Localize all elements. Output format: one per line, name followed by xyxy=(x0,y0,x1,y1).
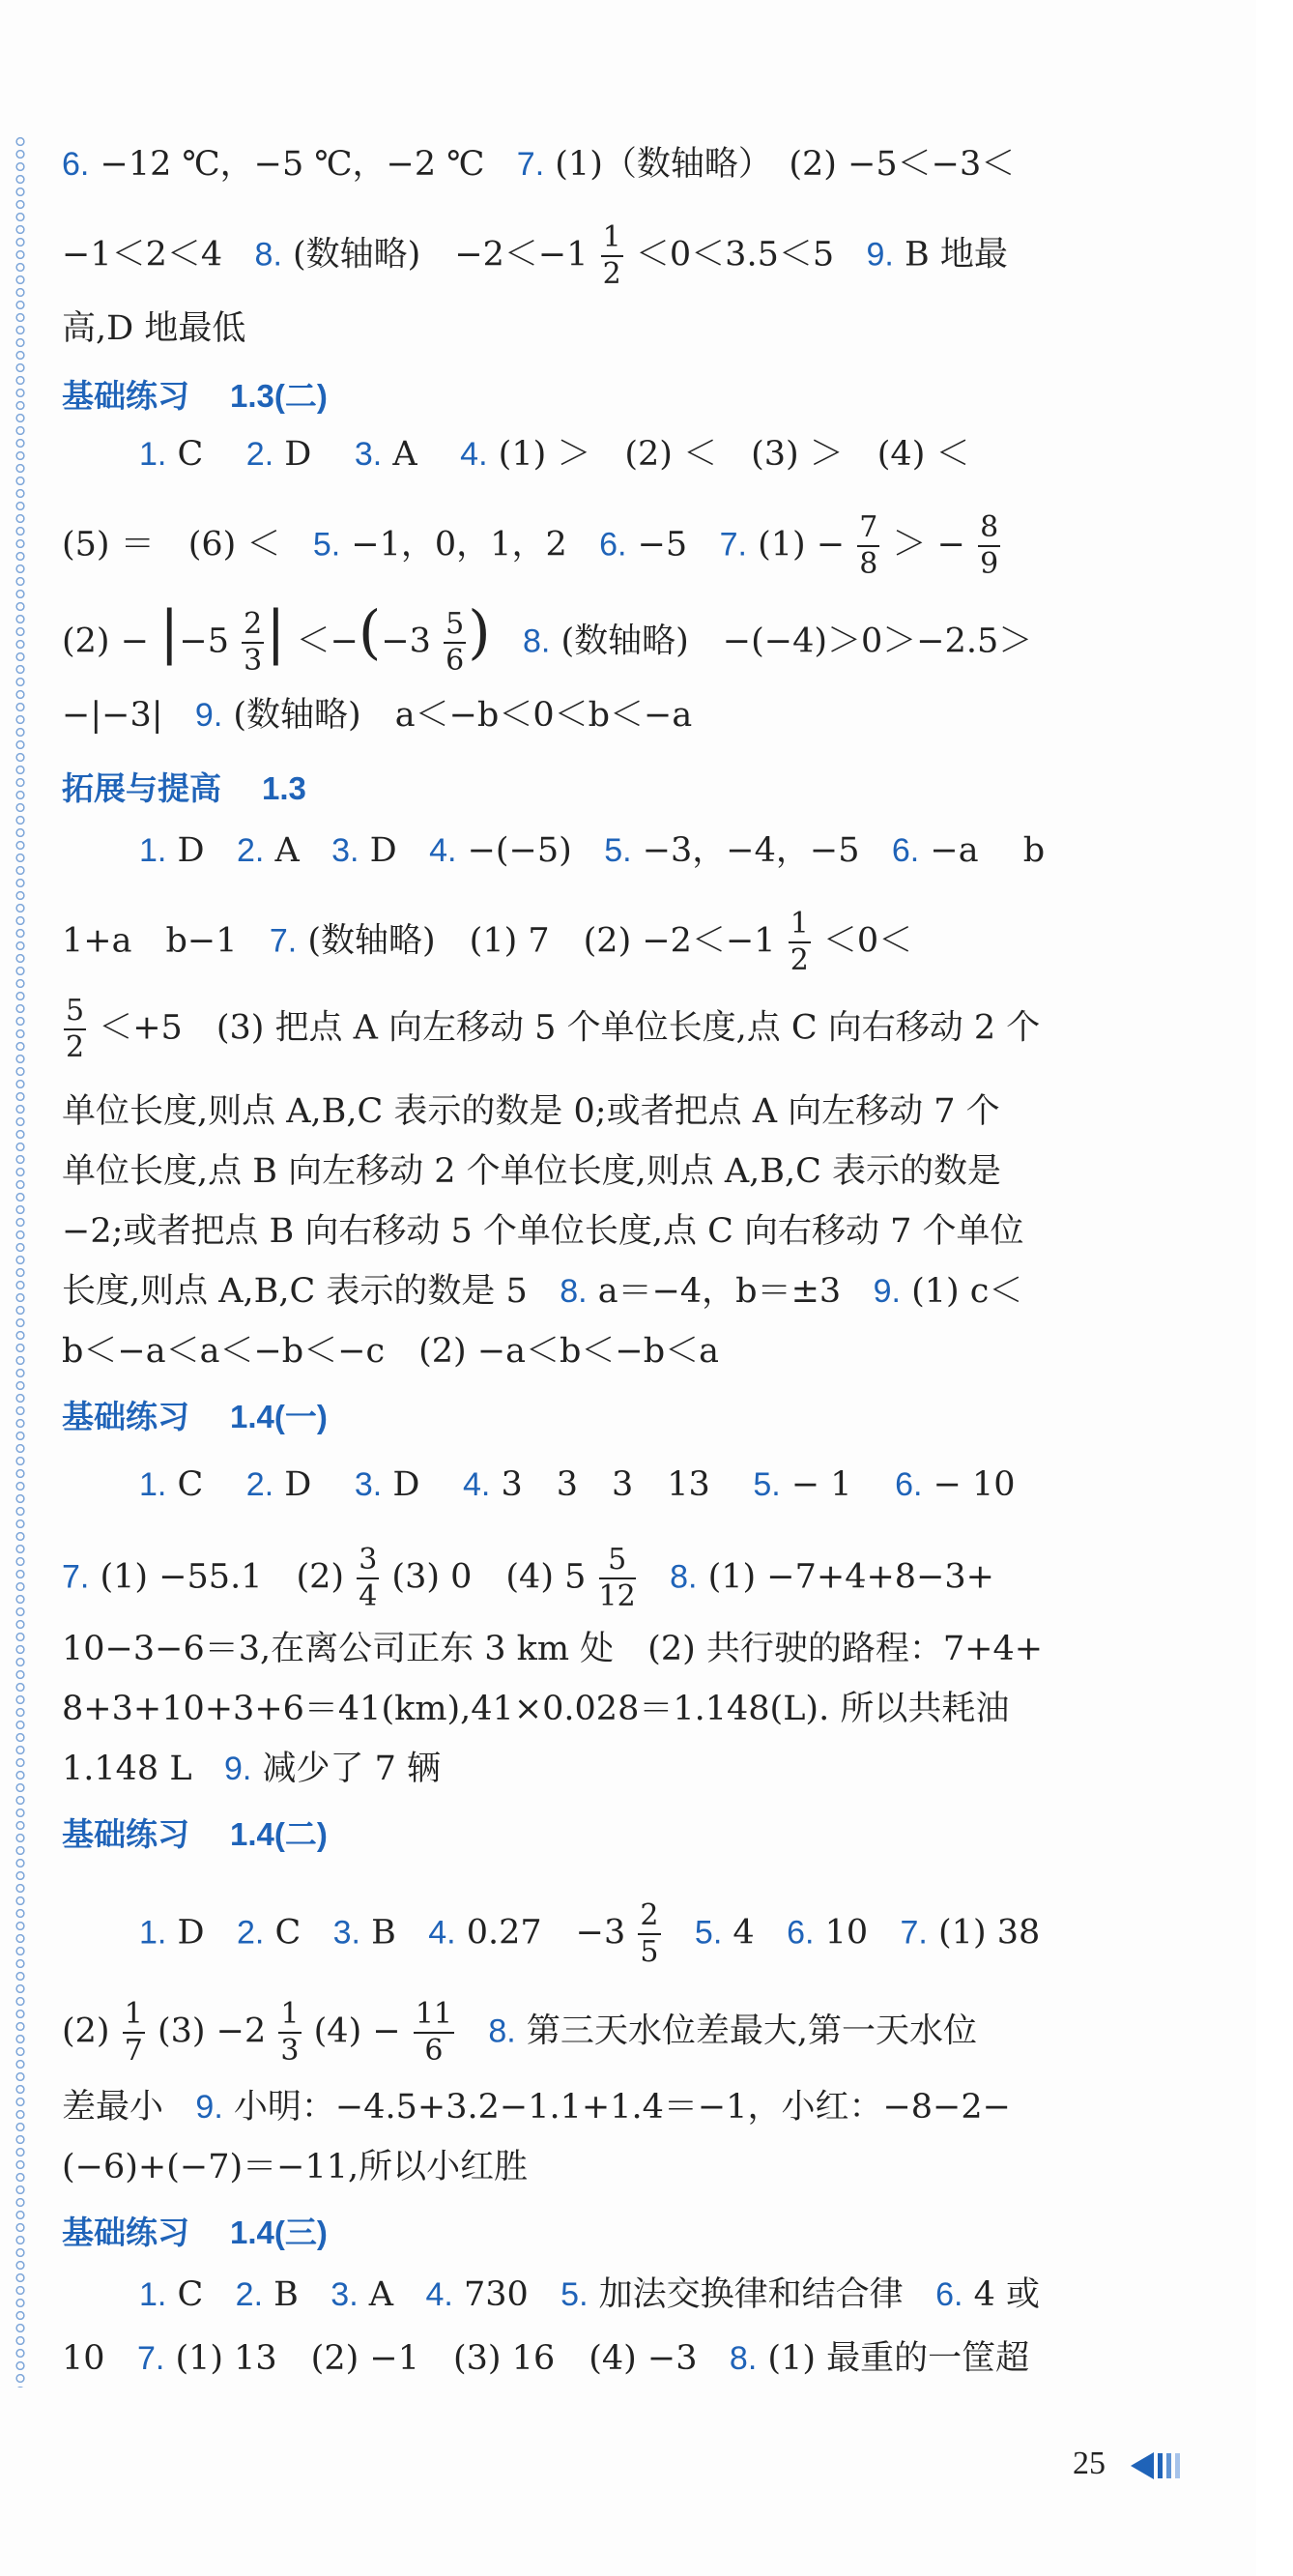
answer-text: (1) 最重的一筐超 xyxy=(767,2339,1030,2378)
question-number: 4. xyxy=(462,1466,491,1503)
question-number: 6. xyxy=(891,832,920,869)
answer-text: ＜0＜ xyxy=(822,921,913,961)
answer-text: 第三天水位差最大,第一天水位 xyxy=(526,2012,978,2051)
answer-text: −5 xyxy=(179,622,229,661)
answer-text: D xyxy=(369,831,397,870)
section-heading: 基础练习 1.4(二) xyxy=(62,1815,328,1853)
section-heading: 拓展与提高 1.3 xyxy=(62,769,306,807)
question-number: 2. xyxy=(235,2276,264,2313)
answer-text: (数轴略) a＜−b＜0＜b＜−a xyxy=(233,696,693,735)
question-number: 8. xyxy=(560,1273,588,1310)
answer-text: 10−3−6＝3,在离公司正东 3 km 处 (2) 共行驶的路程：7+4+ xyxy=(62,1630,1044,1668)
answer-line xyxy=(62,2337,1029,2380)
answer-text: (1) 38 xyxy=(938,1913,1041,1953)
question-number: 7. xyxy=(269,922,298,960)
fraction: $\frac{1}{2}$ xyxy=(602,220,621,291)
fraction: $\frac{1}{7}$ xyxy=(124,1997,143,2068)
answer-line xyxy=(139,1898,1040,1970)
question-number: 8. xyxy=(670,1558,698,1596)
answer-text: B xyxy=(371,1913,396,1953)
answer-text: C xyxy=(274,1913,302,1953)
answer-line xyxy=(62,220,1008,292)
answer-text: (1) 13 (2) −1 (3) 16 (4) −3 xyxy=(175,2339,698,2378)
fraction: $\frac{7}{8}$ xyxy=(859,510,878,581)
answer-text: (1)（数轴略） (2) −5＜−3＜ xyxy=(555,145,1016,184)
answer-text: ＜− xyxy=(296,622,359,661)
answer-text: −|−3| xyxy=(62,696,163,735)
answer-line xyxy=(62,1330,719,1373)
fraction: $\frac{11}{6}$ xyxy=(415,1997,452,2068)
answer-text: 4 xyxy=(733,1913,755,1953)
answer-line xyxy=(62,1997,977,2069)
answer-text: 小明：−4.5+3.2−1.1+1.4＝−1，小红：−8−2− xyxy=(233,2088,1011,2127)
answer-text: 单位长度,点 B 向左移动 2 个单位长度,则点 A,B,C 表示的数是 xyxy=(62,1152,1002,1191)
question-number: 2. xyxy=(236,1914,265,1952)
answer-text: − 1 xyxy=(790,1465,852,1504)
fraction: $\frac{1}{3}$ xyxy=(280,1997,300,2068)
answer-text: A xyxy=(368,2275,394,2314)
answer-text: B xyxy=(273,2275,299,2314)
section-heading: 基础练习 1.4(一) xyxy=(62,1398,328,1435)
question-number: 4. xyxy=(429,832,457,869)
question-number: 1. xyxy=(139,436,167,473)
fraction: $\frac{5}{6}$ xyxy=(445,607,465,678)
question-number: 7. xyxy=(62,1558,90,1596)
answer-text: D xyxy=(177,1913,205,1953)
answer-line xyxy=(62,143,1015,186)
answer-text: 730 xyxy=(463,2275,529,2314)
answer-text: a＝−4，b＝±3 xyxy=(597,1272,842,1311)
answer-line xyxy=(62,1543,994,1614)
answer-text: 单位长度,则点 A,B,C 表示的数是 0;或者把点 A 向左移动 7 个 xyxy=(62,1092,1000,1131)
answer-line xyxy=(139,433,970,476)
answer-text: (5) ＝ (6) ＜ xyxy=(62,525,281,564)
answer-text: (1) − xyxy=(758,525,846,564)
answer-line: (2) − |−5 $\frac{2}{3}$ | ＜−(−3 $\frac{5}{6}$ ) 8. (数轴略) −(−4)＞0＞−2.5＞ xyxy=(62,598,1033,678)
answer-line xyxy=(139,829,1045,872)
question-number: 8. xyxy=(254,236,282,274)
answer-line xyxy=(62,994,1040,1065)
answer-text: (−6)+(−7)＝−11,所以小红胜 xyxy=(62,2148,529,2186)
answer-line xyxy=(62,2086,1011,2128)
question-number: 7. xyxy=(136,2340,165,2377)
answer-text: −a b xyxy=(930,831,1046,870)
answer-text: −3 xyxy=(381,622,431,661)
question-number: 4. xyxy=(425,2276,453,2313)
answer-line xyxy=(62,694,692,737)
question-number: 6. xyxy=(935,2276,963,2313)
question-number: 1. xyxy=(139,832,167,869)
answer-text: (数轴略) −2＜−1 xyxy=(293,235,589,275)
question-number: 2. xyxy=(236,832,265,869)
question-number: 2. xyxy=(245,1466,274,1503)
fraction: $\frac{5}{2}$ xyxy=(66,994,85,1064)
answer-line xyxy=(62,1210,1024,1253)
question-number: 1. xyxy=(139,2276,167,2313)
answer-line xyxy=(62,1748,441,1790)
answer-text: 1+a b−1 xyxy=(62,921,238,961)
answer-text: 3 3 3 13 xyxy=(501,1465,710,1504)
answer-text: A xyxy=(392,435,417,474)
answer-text: − 10 xyxy=(933,1465,1016,1504)
question-number: 6. xyxy=(787,1914,815,1952)
question-number: 8. xyxy=(729,2340,758,2377)
section-heading: 基础练习 1.4(三) xyxy=(62,2214,328,2251)
page-arrow-icon xyxy=(1131,2449,1189,2482)
answer-text: −1＜2＜4 xyxy=(62,235,223,275)
question-number: 5. xyxy=(753,1466,781,1503)
question-number: 8. xyxy=(523,622,551,660)
answer-text: 4 或 xyxy=(973,2275,1040,2314)
answer-text: 10 xyxy=(824,1913,869,1953)
question-number: 6. xyxy=(895,1466,923,1503)
answer-line xyxy=(62,907,912,978)
answer-text: 长度,则点 A,B,C 表示的数是 5 xyxy=(62,1272,528,1311)
question-number: 7. xyxy=(516,146,545,183)
question-number: 5. xyxy=(694,1914,723,1952)
answer-text: −5 xyxy=(637,525,688,564)
question-number: 9. xyxy=(195,2089,223,2126)
answer-text: 1.148 L xyxy=(62,1750,192,1788)
question-number: 3. xyxy=(354,1466,383,1503)
question-number: 9. xyxy=(223,1751,252,1787)
answer-line xyxy=(62,307,245,350)
answer-line xyxy=(62,1150,1001,1193)
answer-text: 高,D 地最低 xyxy=(62,309,246,348)
answer-text: D xyxy=(284,435,312,474)
page-number: 25 xyxy=(1073,2446,1106,2481)
answer-text: 加法交换律和结合律 xyxy=(598,2275,904,2314)
answer-text: 8+3+10+3+6＝41(km),41×0.028＝1.148(L). 所以共耗油 xyxy=(62,1690,1010,1728)
question-number: 5. xyxy=(560,2276,589,2313)
answer-line xyxy=(62,1688,1009,1730)
answer-text: −12 ℃，−5 ℃，−2 ℃ xyxy=(100,145,485,184)
answer-text: −(−5) xyxy=(467,831,572,870)
answer-text: C xyxy=(177,435,204,474)
answer-text: ＜0＜3.5＜5 xyxy=(635,235,835,275)
answer-text: (数轴略) (1) 7 (2) −2＜−1 xyxy=(307,921,776,961)
answer-line xyxy=(62,1270,1022,1313)
answer-text: ＞ − xyxy=(892,525,965,564)
question-number: 4. xyxy=(428,1914,456,1952)
question-number: 9. xyxy=(194,697,223,734)
answer-text: (3) −2 xyxy=(157,2012,267,2051)
fraction: $\frac{3}{4}$ xyxy=(359,1543,378,1613)
answer-text: 0.27 −3 xyxy=(466,1913,626,1953)
question-number: 8. xyxy=(488,2012,516,2050)
answer-text: (4) − xyxy=(313,2012,401,2051)
answer-text: (1) −7+4+8−3+ xyxy=(707,1557,994,1597)
question-number: 1. xyxy=(139,1914,167,1952)
answer-text: −3，−4，−5 xyxy=(642,831,860,870)
question-number: 3. xyxy=(332,1914,360,1952)
answer-line xyxy=(62,1628,1043,1670)
fraction: $\frac{5}{12}$ xyxy=(598,1543,636,1613)
answer-line xyxy=(62,2146,528,2188)
question-number: 4. xyxy=(460,436,488,473)
answer-text: −2;或者把点 B 向右移动 5 个单位长度,点 C 向右移动 7 个单位 xyxy=(62,1212,1024,1251)
answer-text: b＜−a＜a＜−b＜−c (2) −a＜b＜−b＜a xyxy=(62,1332,720,1371)
question-number: 6. xyxy=(599,526,627,564)
answer-text: (2) xyxy=(62,2012,110,2051)
question-number: 9. xyxy=(866,236,894,274)
answer-text: (1) ＞ (2) ＜ (3) ＞ (4) ＜ xyxy=(498,435,970,474)
question-number: 9. xyxy=(873,1273,901,1310)
answer-text: B 地最 xyxy=(905,235,1008,275)
question-number: 5. xyxy=(312,526,341,564)
answer-text: 差最小 xyxy=(62,2088,164,2127)
question-number: 3. xyxy=(354,436,383,473)
decorative-chain-border xyxy=(14,135,27,2388)
answer-text: (2) − xyxy=(62,622,150,661)
answer-text: D xyxy=(177,831,205,870)
question-number: 3. xyxy=(331,832,359,869)
section-heading: 基础练习 1.3(二) xyxy=(62,377,328,415)
question-number: 3. xyxy=(330,2276,359,2313)
answer-text: ＜+5 (3) 把点 A 向左移动 5 个单位长度,点 C 向右移动 2 个 xyxy=(99,1008,1041,1048)
answer-text: 减少了 7 辆 xyxy=(262,1750,441,1788)
question-number: 1. xyxy=(139,1466,167,1503)
answer-text: (1) −55.1 (2) xyxy=(100,1557,345,1597)
fraction: $\frac{2}{3}$ xyxy=(244,607,263,678)
fraction: $\frac{8}{9}$ xyxy=(980,510,999,581)
answer-line xyxy=(139,1463,1016,1506)
answer-text: 10 xyxy=(62,2339,105,2378)
answer-line xyxy=(62,1090,1000,1133)
answer-text: −1，0，1，2 xyxy=(351,525,567,564)
answer-text: A xyxy=(274,831,300,870)
answer-line xyxy=(62,510,1002,582)
question-number: 5. xyxy=(604,832,632,869)
answer-text: C xyxy=(177,2275,204,2314)
fraction: $\frac{2}{5}$ xyxy=(640,1898,659,1969)
question-number: 7. xyxy=(900,1914,928,1952)
question-number: 6. xyxy=(62,146,90,183)
answer-text: D xyxy=(392,1465,420,1504)
answer-text: (数轴略) −(−4)＞0＞−2.5＞ xyxy=(560,622,1033,661)
question-number: 7. xyxy=(719,526,747,564)
answer-text: (1) c＜ xyxy=(911,1272,1023,1311)
answer-text: (3) 0 (4) 5 xyxy=(391,1557,587,1597)
answer-text: C xyxy=(177,1465,204,1504)
answer-line xyxy=(139,2273,1040,2316)
question-number: 2. xyxy=(245,436,274,473)
answer-text: D xyxy=(284,1465,312,1504)
fraction: $\frac{1}{2}$ xyxy=(790,907,809,977)
